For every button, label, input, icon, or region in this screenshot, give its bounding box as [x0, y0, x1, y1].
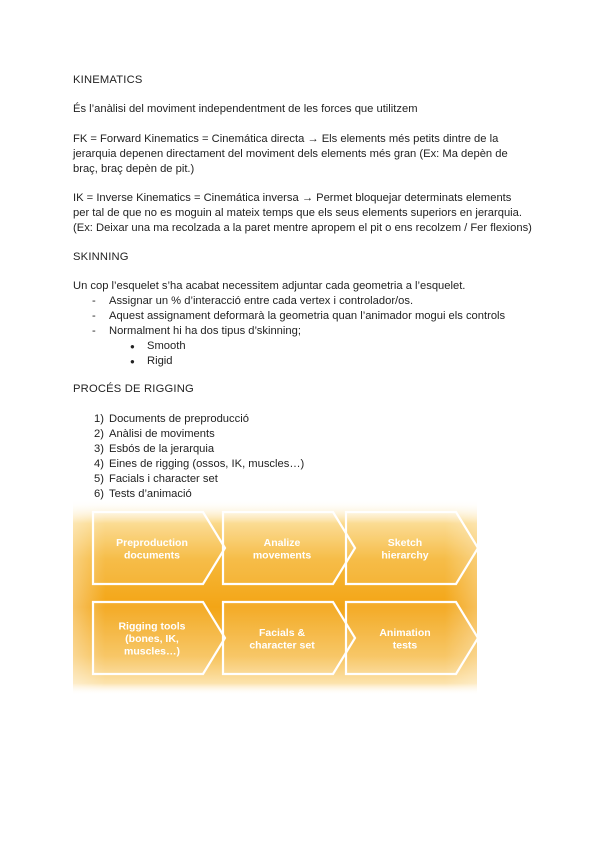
skinning-type: Smooth	[147, 340, 186, 352]
step-text: Tests d’animació	[109, 488, 192, 500]
process-arrow-label: Facials & character set	[249, 626, 315, 652]
step-number: 2)	[94, 428, 104, 440]
fk-line-3: braç, braç depèn de pit.)	[73, 163, 195, 175]
step-number: 4)	[94, 458, 104, 470]
ik-line-1: IK = Inverse Kinematics = Cinemática inversa → Permet bloquejar determinats elements	[73, 192, 512, 204]
bullet-marker: -	[92, 295, 96, 307]
ik-line-2: per tal de que no es moguin al mateix temps que els seus elements superiors en jerarquia.	[73, 207, 522, 219]
process-arrow-label: Rigging tools (bones, IK, muscles…)	[118, 620, 186, 658]
step-text: Facials i character set	[109, 473, 218, 485]
process-arrow-label: Animation tests	[379, 626, 431, 652]
kinematics-definition: És l’anàlisi del moviment independentment de les forces que utilitzem	[73, 103, 418, 115]
step-text: Esbós de la jerarquia	[109, 443, 215, 455]
skinning-intro: Un cop l’esquelet s’ha acabat necessitem adjuntar cada geometria a l’esquelet.	[73, 280, 466, 292]
process-arrow-label: Preproduction documents	[116, 536, 188, 562]
step-text: Documents de preproducció	[109, 413, 249, 425]
step-text: Anàlisi de moviments	[109, 428, 215, 440]
process-arrow-label: Sketch hierarchy	[381, 536, 429, 562]
step-text: Eines de rigging (ossos, IK, muscles…)	[109, 458, 305, 470]
skinning-type: Rigid	[147, 355, 173, 367]
skinning-heading: SKINNING	[73, 251, 129, 263]
ik-line-3: (Ex: Deixar una ma recolzada a la paret mentre apropem el pit o ens recolzem / Fer flexions)	[73, 222, 532, 234]
fk-line-2: jerarquia depenen directament del moviment dels elements més gran (Ex: Ma depèn de	[73, 148, 508, 160]
skinning-item: Assignar un % d’interacció entre cada vertex i controlador/os.	[109, 295, 414, 307]
step-number: 1)	[94, 413, 104, 425]
skinning-item: Normalment hi ha dos tipus d’skinning;	[109, 325, 301, 337]
bullet-marker: -	[92, 325, 96, 337]
bullet-marker: -	[92, 310, 96, 322]
step-number: 3)	[94, 443, 104, 455]
skinning-item: Aquest assignament deformarà la geometria quan l’animador mogui els controls	[109, 310, 506, 322]
sub-bullet-icon: ●	[130, 357, 135, 366]
process-arrow-label: Analize movements	[252, 536, 312, 562]
step-number: 5)	[94, 473, 104, 485]
step-number: 6)	[94, 488, 104, 500]
rigging-heading: PROCÉS DE RIGGING	[73, 383, 194, 395]
sub-bullet-icon: ●	[130, 342, 135, 351]
rigging-process-diagram	[73, 500, 477, 695]
fk-line-1: FK = Forward Kinematics = Cinemática directa → Els elements més petits dintre de la	[73, 133, 499, 145]
process-arrows	[73, 500, 477, 695]
kinematics-heading: KINEMATICS	[73, 74, 143, 86]
